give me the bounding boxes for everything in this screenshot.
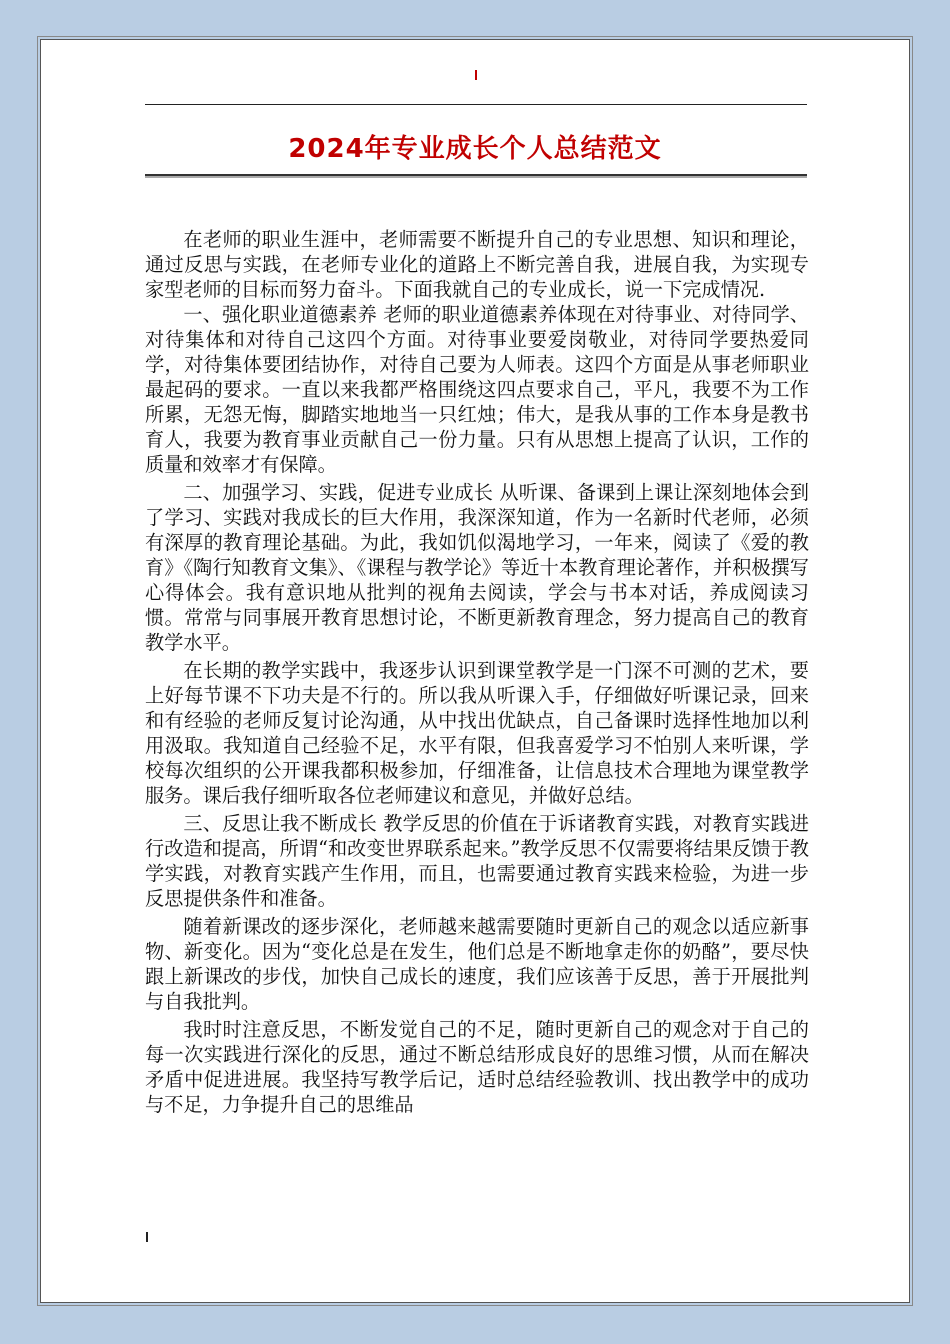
- paragraph: 在老师的职业生涯中，老师需要不断提升自己的专业思想、知识和理论，通过反思与实践，在老师专业化的道路上不断完善自我，进展自我，为实现专家型老师的目标而努力奋斗。下面我就自己的专业成长，说一下完成情况.: [145, 228, 809, 301]
- header-rule: [145, 104, 807, 105]
- title-underline: [145, 174, 807, 176]
- document-body: [145, 227, 809, 1117]
- paragraph: 随着新课改的逐步深化，老师越来越需要随时更新自己的观念以适应新事物、新变化。因为“变化总是在发生，他们总是不断地拿走你的奶酪”，要尽快跟上新课改的步伐，加快自己成长的速度，我们应该善于反思，善于开展批判与自我批判。: [145, 915, 809, 1013]
- paragraph: 一、强化职业道德素养 老师的职业道德素养体现在对待事业、对待同学、对待集体和对待自己这四个方面。对待事业要爱岗敬业，对待同学要热爱同学，对待集体要团结协作，对待自己要为人师表。这四个方面是从事老师职业最起码的要求。一直以来我都严格围绕这四点要求自己，平凡，我要不为工作所累，无怨无悔，脚踏实地地当一只红烛；伟大，是我从事的工作本身是教书育人，我要为教育事业贡献自己一份力量。只有从思想上提高了认识，工作的质量和效率才有保障。: [145, 303, 809, 476]
- header-mark: [475, 70, 477, 80]
- paragraph: 我时时注意反思，不断发觉自己的不足，随时更新自己的观念对于自己的每一次实践进行深化的反思，通过不断总结形成良好的思维习惯，从而在解决矛盾中促进进展。我坚持写教学后记，适时总结经验教训、找出教学中的成功与不足，力争提升自己的思维品: [145, 1018, 809, 1116]
- document-title: 2024年专业成长个人总结范文: [288, 134, 662, 164]
- paragraph: 在长期的教学实践中，我逐步认识到课堂教学是一门深不可测的艺术，要上好每节课不下功夫是不行的。所以我从听课入手，仔细做好听课记录，回来和有经验的老师反复讨论沟通，从中找出优缺点，自己备课时选择性地加以利用汲取。我知道自己经验不足，水平有限，但我喜爱学习不怕别人来听课，学校每次组织的公开课我都积极参加，仔细准备，让信息技术合理地为课堂教学服务。课后我仔细听取各位老师建议和意见，并做好总结。: [145, 659, 809, 807]
- paragraph: 二、加强学习、实践，促进专业成长 从听课、备课到上课让深刻地体会到了学习、实践对我成长的巨大作用，我深深知道，作为一名新时代老师，必须有深厚的教育理论基础。为此，我如饥似渴地学习，一年来，阅读了《爱的教育》《陶行知教育文集》、《课程与教学论》等近十本教育理论著作，并积极撰写心得体会。我有意识地从批判的视角去阅读，学会与书本对话，养成阅读习惯。常常与同事展开教育思想讨论，不断更新教育理念，努力提高自己的教育教学水平。: [145, 481, 809, 654]
- paragraph: 三、反思让我不断成长 教学反思的价值在于诉诸教育实践，对教育实践进行改造和提高，所谓“和改变世界联系起来。”教学反思不仅需要将结果反馈于教学实践，对教育实践产生作用，而且，也需要通过教育实践来检验，为进一步反思提供条件和准备。: [145, 812, 809, 910]
- document-page: [40, 39, 910, 1303]
- footer-mark: [146, 1232, 148, 1242]
